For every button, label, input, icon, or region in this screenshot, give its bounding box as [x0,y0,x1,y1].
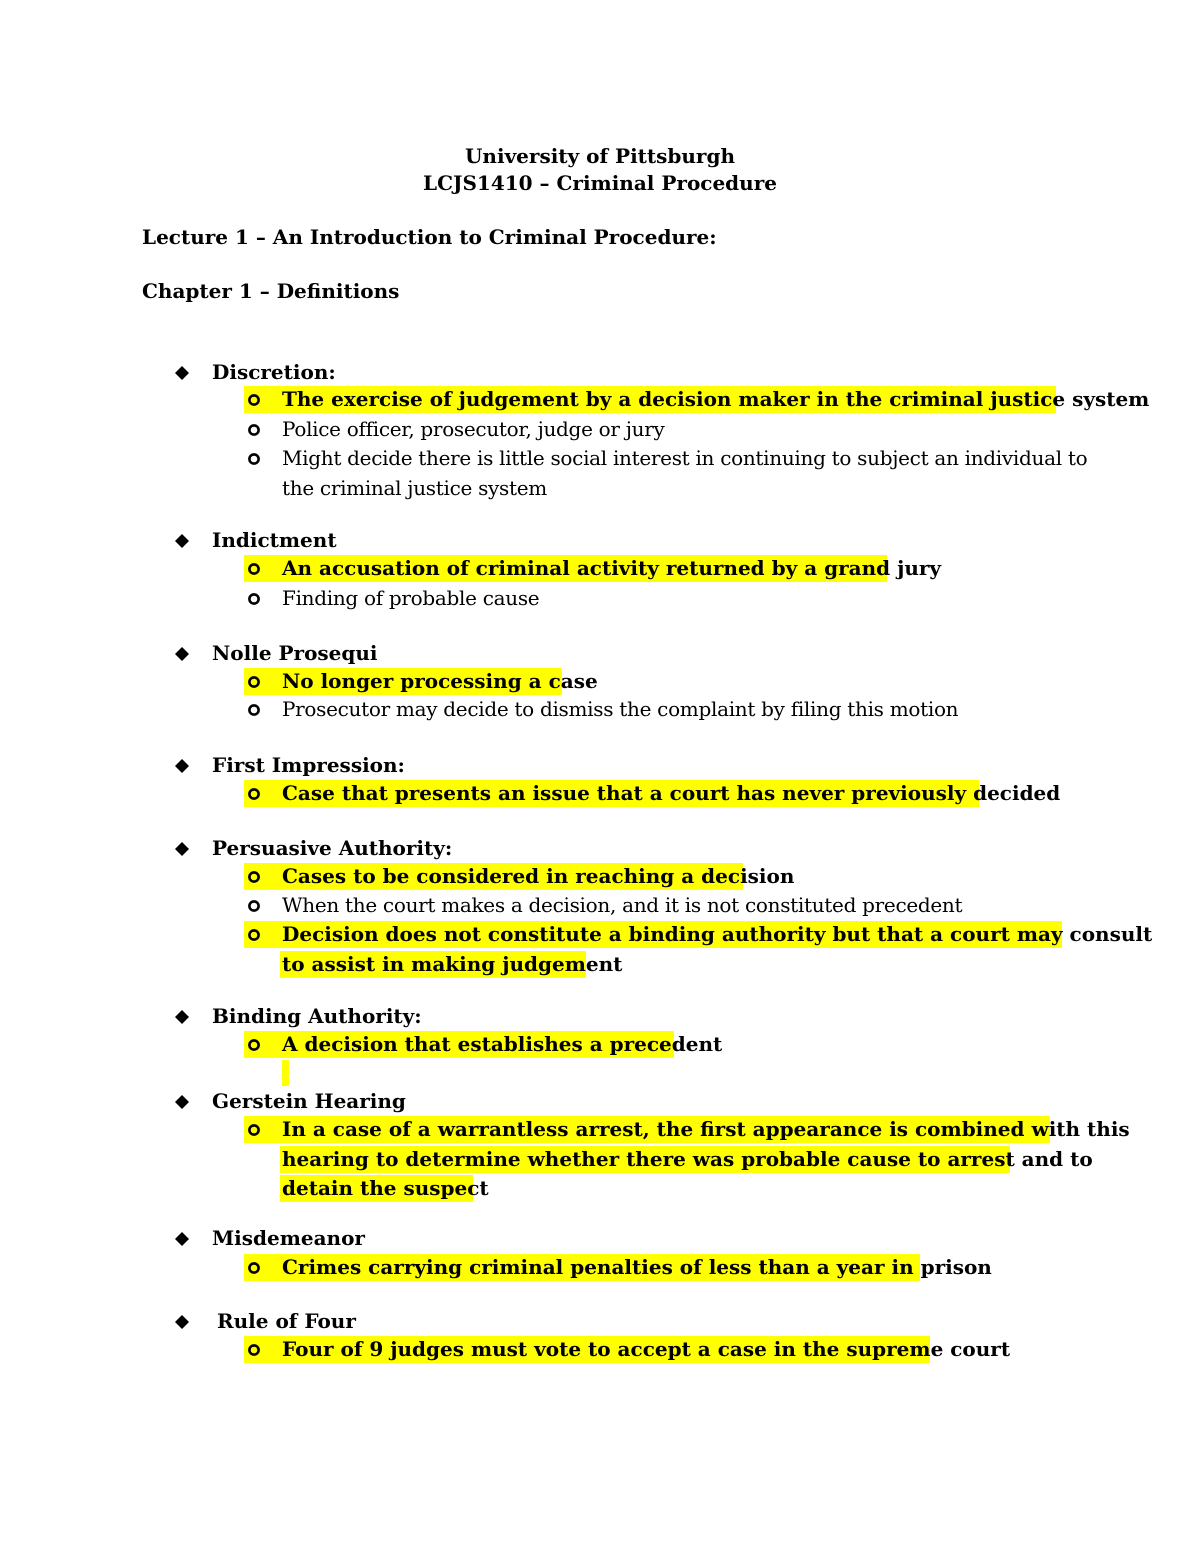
circle-bullet-icon [247,452,261,466]
term-heading: Rule of Four [217,1309,356,1333]
diamond-bullet-icon [175,842,189,856]
highlighted-definition-line: hearing to determine whether there was probable cause to arrest and to [282,1146,1093,1171]
diamond-bullet-icon [175,1095,189,1109]
highlighted-definition-line: An accusation of criminal activity returned by a grand jury [282,556,942,580]
empty-highlight-mark [282,1060,289,1086]
term-heading: First Impression: [212,753,405,777]
diamond-bullet-icon [175,1232,189,1246]
term-heading: Discretion: [212,360,336,384]
circle-bullet-icon [247,1343,261,1357]
university-name: University of Pittsburgh [464,144,735,168]
circle-bullet-icon [247,787,261,801]
highlighted-definition-line: Four of 9 judges must vote to accept a case in the supreme court [282,1337,1011,1361]
circle-bullet-icon [247,1261,261,1275]
highlighted-definition-line: Case that presents an issue that a court has never previously decided [282,781,1061,805]
definition-line: Prosecutor may decide to dismiss the complaint by filing this motion [282,697,959,721]
term-heading: Binding Authority: [212,1004,422,1028]
highlighted-definition-line: The exercise of judgement by a decision maker in the criminal justice system [282,387,1150,411]
circle-bullet-icon [247,1123,261,1137]
term-heading: Persuasive Authority: [212,836,453,860]
chapter-title: Chapter 1 – Definitions [142,279,400,303]
circle-bullet-icon [247,675,261,689]
definition-line: Finding of probable cause [282,586,540,610]
definition-line: When the court makes a decision, and it is not constituted precedent [282,893,963,917]
circle-bullet-icon [247,899,261,913]
circle-bullet-icon [247,592,261,606]
definition-line: Might decide there is little social interest in continuing to subject an individual to [282,446,1088,470]
term-heading: Misdemeanor [212,1226,365,1250]
diamond-bullet-icon [175,366,189,380]
highlighted-definition-line: No longer processing a case [282,669,598,693]
circle-bullet-icon [247,393,261,407]
diamond-bullet-icon [175,759,189,773]
circle-bullet-icon [247,703,261,717]
term-heading: Indictment [212,528,337,552]
highlighted-definition-line: Cases to be considered in reaching a decision [282,864,795,888]
term-heading: Nolle Prosequi [212,641,378,665]
diamond-bullet-icon [175,1315,189,1329]
circle-bullet-icon [247,870,261,884]
circle-bullet-icon [247,423,261,437]
highlighted-definition-line: Crimes carrying criminal penalties of less than a year in prison [282,1255,992,1279]
diamond-bullet-icon [175,534,189,548]
diamond-bullet-icon [175,647,189,661]
highlighted-definition-line: detain the suspect [282,1176,489,1200]
highlighted-definition-line: In a case of a warrantless arrest, the first appearance is combined with this [282,1117,1130,1141]
circle-bullet-icon [247,562,261,576]
highlighted-definition-line: Decision does not constitute a binding authority but that a court may consult [282,922,1153,946]
course-title: LCJS1410 – Criminal Procedure [423,171,777,195]
definition-line: Police officer, prosecutor, judge or jury [282,417,665,441]
circle-bullet-icon [247,1038,261,1052]
circle-bullet-icon [247,928,261,942]
diamond-bullet-icon [175,1010,189,1024]
lecture-title: Lecture 1 – An Introduction to Criminal Procedure: [142,225,717,249]
definition-line: the criminal justice system [282,475,547,500]
term-heading: Gerstein Hearing [212,1089,406,1113]
highlighted-definition-line: to assist in making judgement [282,951,623,976]
highlighted-definition-line: A decision that establishes a precedent [282,1032,723,1056]
